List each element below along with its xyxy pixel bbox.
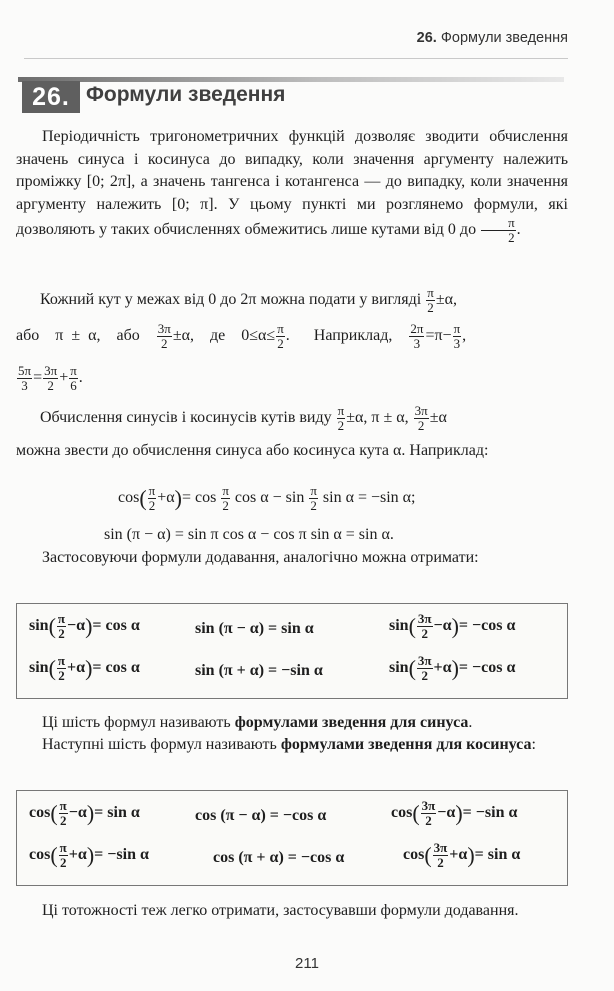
fraction-pi-6: $\frac{\pi}{6}$ — [70, 363, 77, 393]
fraction-pi-2: $\frac{\pi}{2}$ — [148, 483, 156, 513]
fraction-pi-2: $\frac{\pi}{2}$ — [59, 798, 67, 828]
fraction-3pi-2: $\frac{3\pi}{2}$ — [417, 611, 432, 641]
fraction-pi-2: $\frac{\pi}{2}$ — [427, 285, 434, 315]
header-rule — [24, 58, 568, 59]
paragraph-3-rest: можна звести до обчислення синуса або косинуса кута α. Наприклад: — [16, 442, 489, 459]
cos-formulas-box — [16, 790, 568, 886]
fraction-3pi-2: $\frac{3\pi}{2}$ — [421, 798, 436, 828]
sin-caption-text: Ці шість формул називають — [42, 714, 231, 731]
sin-caption: Ці шість формул називають формулами зведення для синуса. — [42, 714, 473, 731]
cos-r1c1-value: = sin α — [94, 804, 140, 822]
paragraph-2-line-1: Кожний кут у межах від 0 до 2π можна подати у вигляді $\frac{\pi}{2}$ ±α, — [40, 285, 457, 315]
sin-formula-r2c2: sin (π + α) = −sin α — [195, 662, 323, 679]
p2-where: де — [210, 327, 226, 345]
cos-r2c1-value: = −sin α — [94, 846, 149, 864]
fraction-pi-2: $\frac{\pi}{2}$ — [59, 840, 67, 870]
sin-formula-r2c1: sin( $\frac{\pi}{2}$ +α)= cos α — [29, 653, 140, 683]
fraction-pi-2: $\frac{\pi}{2}$ — [57, 611, 66, 641]
fraction-3pi-2: $\frac{3\pi}{2}$ — [157, 321, 171, 351]
cos-caption-text: Наступні шість формул називають — [42, 736, 277, 753]
section-number: 26. — [22, 81, 80, 113]
fraction-3pi-2: $\frac{3\pi}{2}$ — [44, 363, 58, 393]
paragraph-3-line-1: Обчислення синусів і косинусів кутів виду $\frac{\pi}{2}$ ±α, π ± α, $\frac{3\pi}{2}$ ±α — [40, 403, 447, 433]
running-header-num: 26. — [416, 30, 437, 46]
cos-r2c3-value: = sin α — [474, 846, 521, 864]
fraction-pi-2: $\frac{\pi}{2}$ — [310, 483, 317, 513]
cos-formula-r1c1: cos( $\frac{\pi}{2}$ −α)= sin α — [29, 798, 140, 828]
sin-formula-r1c3: sin( $\frac{3\pi}{2}$ −α)= −cos α — [389, 611, 516, 641]
fraction-pi-3: $\frac{\pi}{3}$ — [453, 321, 461, 351]
section-title: Формули зведення — [86, 83, 286, 106]
example-1: cos( $\frac{\pi}{2}$ +α)= cos $\frac{\pi}{2}$ cos α − sin $\frac{\pi}{2}$ sin α = −sin α; — [118, 483, 416, 513]
sin-formulas-box — [16, 603, 568, 699]
fraction-pi-2: $\frac{\pi}{2}$ — [57, 653, 66, 683]
fraction-pi-2: $\frac{\pi}{2}$ — [277, 321, 284, 351]
sin-r2c3-value: = −cos α — [458, 659, 516, 677]
fraction-2pi-3: $\frac{2\pi}{3}$ — [410, 321, 424, 351]
fraction-3pi-2: $\frac{3\pi}{2}$ — [433, 840, 448, 870]
paragraph-4: Застосовуючи формули додавання, аналогічно можна отримати: — [42, 549, 479, 566]
page-number: 211 — [295, 955, 319, 972]
running-header-title: Формули зведення — [440, 30, 568, 46]
example-2: sin (π − α) = sin π cos α − cos π sin α = sin α. — [104, 526, 394, 543]
cos-formula-r1c2: cos (π − α) = −cos α — [195, 807, 327, 824]
fraction-5pi-3: $\frac{5\pi}{3}$ — [18, 363, 32, 393]
intro-text: Періодичність тригонометричних функцій дозволяє зводити обчислення значень синуса і косинуса до випадку, коли значення аргументу належить проміжку [0; 2π], а значень тангенса і котангенса — до випадку, коли значення аргументу належить [0; π]. У цьому пункті ми розглянемо формули, які дозволяють у таких обчисленнях обмежитись лише кутами від 0 до — [16, 128, 568, 239]
p2-or-1: або — [16, 327, 40, 345]
fraction-pi-2: $\frac{\pi}{2}$ — [481, 216, 516, 245]
sin-formula-r1c1: sin( $\frac{\pi}{2}$ −α)= cos α — [29, 611, 140, 641]
outro-paragraph: Ці тотожності теж легко отримати, застосувавши формули додавання. — [42, 902, 519, 919]
p3-text: Обчислення синусів і косинусів кутів виду — [40, 409, 332, 427]
cos-formula-r2c1: cos( $\frac{\pi}{2}$ +α)= −sin α — [29, 840, 149, 870]
p2-or-2: або — [116, 327, 140, 345]
intro-paragraph: Періодичність тригонометричних функцій дозволяє зводити обчислення значень синуса і косинуса до випадку, коли значення аргументу належить проміжку [0; 2π], а значень тангенса і котангенса — до випадку, коли значення аргументу належить [0; π]. У цьому пункті ми розглянемо формули, які дозволяють у таких обчисленнях обмежитись лише кутами від 0 до $\frac{\pi}{2}$ . — [16, 128, 568, 246]
running-header — [417, 30, 568, 46]
fraction-pi-2: $\frac{\pi}{2}$ — [222, 483, 229, 513]
paragraph-2-line-3: $\frac{5\pi}{3}$ = $\frac{3\pi}{2}$ + $\frac{\pi}{6}$ . — [18, 363, 83, 393]
cos-formula-r2c2: cos (π + α) = −cos α — [213, 849, 345, 866]
sin-formula-r2c3: sin( $\frac{3\pi}{2}$ +α)= −cos α — [389, 653, 516, 683]
cos-r1c3-value: = −sin α — [462, 804, 518, 822]
cos-formula-r1c3: cos( $\frac{3\pi}{2}$ −α)= −sin α — [391, 798, 518, 828]
fraction-3pi-2: $\frac{3\pi}{2}$ — [417, 653, 432, 683]
banner-bar — [18, 77, 564, 82]
sin-r1c1-value: = cos α — [92, 617, 140, 635]
section-banner — [18, 77, 564, 113]
sin-caption-bold: формулами зведення для синуса — [234, 714, 469, 731]
paragraph-2-line-2: або π ± α, або $\frac{3\pi}{2}$ ±α, де 0≤α≤ $\frac{\pi}{2}$ . Наприклад, $\frac{2\pi}{3}$ =π− $\frac{\pi}{3}$ , — [16, 321, 467, 351]
fraction-pi-2: $\frac{\pi}{2}$ — [337, 403, 345, 433]
sin-r1c3-value: = −cos α — [458, 617, 516, 635]
p2-pi-pm: π ± α, — [55, 327, 101, 345]
cos-caption-bold: формулами зведення для косинуса — [280, 736, 532, 753]
sin-formula-r1c2: sin (π − α) = sin α — [195, 620, 314, 637]
cos-formula-r2c3: cos( $\frac{3\pi}{2}$ +α)= sin α — [403, 840, 521, 870]
p3-pi-pm: π ± α, — [371, 409, 409, 427]
cos-caption: Наступні шість формул називають формулами зведення для косинуса: — [42, 736, 536, 753]
fraction-3pi-2: $\frac{3\pi}{2}$ — [414, 403, 428, 433]
p2-example: Наприклад, — [313, 327, 393, 345]
p2-text: Кожний кут у межах від 0 до 2π можна подати у вигляді — [40, 291, 422, 309]
sin-r2c1-value: = cos α — [92, 659, 140, 677]
